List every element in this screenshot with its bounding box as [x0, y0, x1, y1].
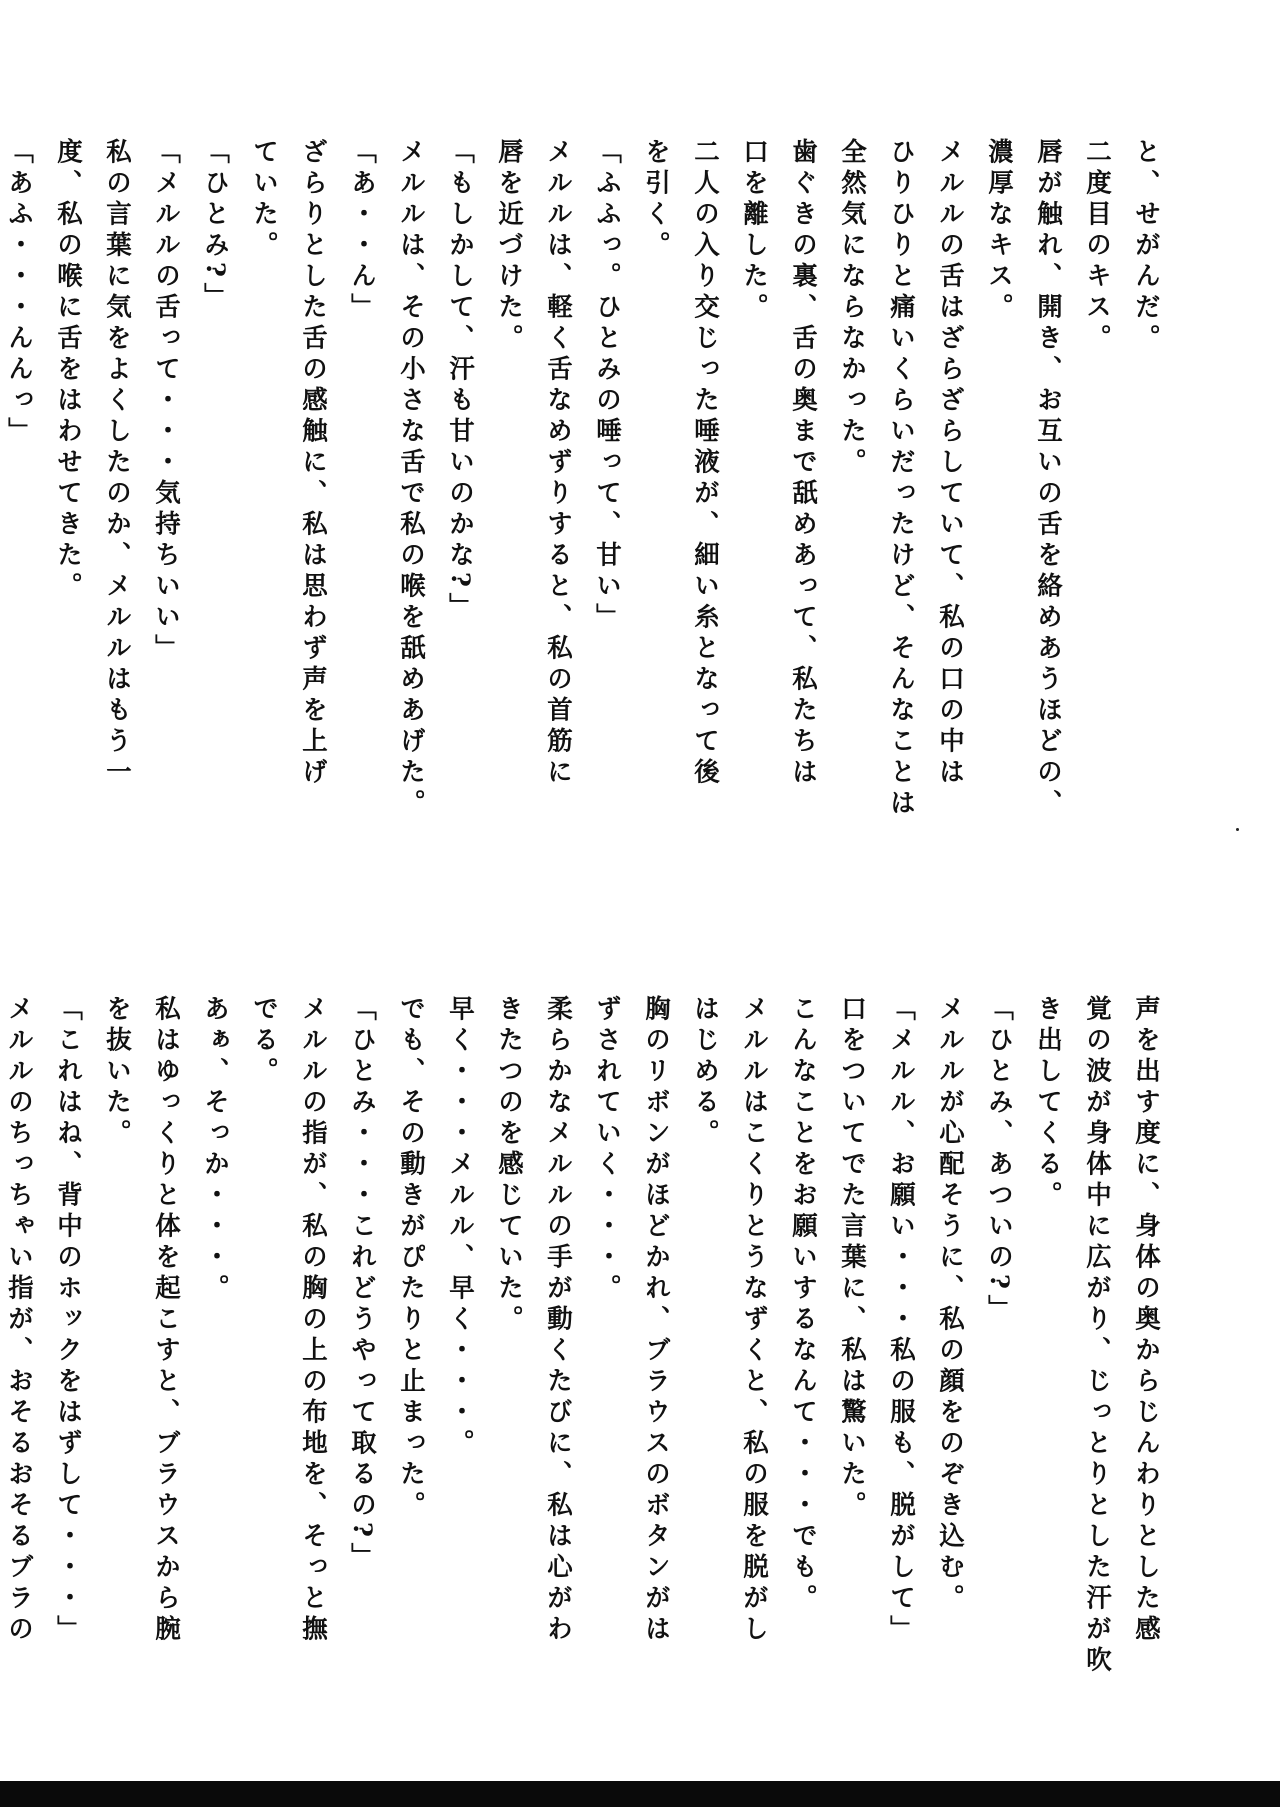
top-text-line: ざらりとした舌の感触に、私は思わず声を上げ: [298, 138, 328, 789]
top-text-line: 全然気にならなかった。: [837, 138, 867, 479]
top-text-line: 「ふふっ。ひとみの唾って、甘い」: [592, 138, 622, 634]
top-text-line: 私の言葉に気をよくしたのか、メルルはもう一: [102, 138, 132, 789]
bottom-text-line: 覚の波が身体中に広がり、じっとりとした汗が吹: [1082, 995, 1112, 1677]
bottom-text-line: 「メルル、お願い・・・私の服も、脱がして」: [886, 995, 916, 1646]
bottom-text-line: でも、その動きがぴたりと止まった。: [396, 995, 426, 1522]
text-block-top: [4, 138, 1170, 858]
top-text-line: ひりひりと痛いくらいだったけど、そんなことは: [886, 138, 916, 820]
top-text-line: メルルの舌はざらざらしていて、私の口の中は: [935, 138, 965, 789]
top-text-line: 唇を近づけた。: [494, 138, 524, 355]
top-text-line: 「メルルの舌って・・・気持ちいい」: [151, 138, 181, 665]
bottom-text-line: でる。: [249, 995, 279, 1088]
top-text-line: ていた。: [249, 138, 279, 262]
top-text-line: 度、私の喉に舌をはわせてきた。: [53, 138, 83, 603]
bottom-text-line: 私はゆっくりと体を起こすと、ブラウスから腕: [151, 995, 181, 1646]
bottom-text-line: こんなことをお願いするなんて・・・でも。: [788, 995, 818, 1615]
top-text-line: 濃厚なキス。: [984, 138, 1014, 324]
bottom-text-line: 「ひとみ・・・これどうやって取るの?」: [347, 995, 377, 1574]
top-text-line: 口を離した。: [739, 138, 769, 324]
scan-edge-bar: [0, 1781, 1280, 1807]
bottom-text-line: 胸のリボンがほどかれ、ブラウスのボタンがは: [641, 995, 671, 1646]
bottom-text-line: あぁ、そっか・・・。: [200, 995, 230, 1305]
scan-speck: [1236, 828, 1239, 831]
bottom-text-line: メルルの指が、私の胸の上の布地を、そっと撫: [298, 995, 328, 1646]
text-block-bottom: [4, 995, 1170, 1695]
top-text-line: 「ひとみ?」: [200, 138, 230, 314]
top-text-line: 「あふ・・・んんっ」: [4, 138, 34, 448]
bottom-text-line: メルルが心配そうに、私の顔をのぞき込む。: [935, 995, 965, 1615]
top-text-line: メルルは、軽く舌なめずりすると、私の首筋に: [543, 138, 573, 789]
bottom-text-line: 声を出す度に、身体の奥からじんわりとした感: [1131, 995, 1161, 1646]
bottom-text-line: き出してくる。: [1033, 995, 1063, 1212]
top-text-line: と、せがんだ。: [1131, 138, 1161, 355]
bottom-text-line: ずされていく・・・。: [592, 995, 622, 1305]
bottom-text-line: メルルはこくりとうなずくと、私の服を脱がし: [739, 995, 769, 1646]
bottom-text-line: 柔らかなメルルの手が動くたびに、私は心がわ: [543, 995, 573, 1646]
top-text-line: を引く。: [641, 138, 671, 262]
top-text-line: 「あ・・ん」: [347, 138, 377, 324]
bottom-text-line: メルルのちっちゃい指が、おそるおそるブラの: [4, 995, 34, 1646]
top-text-line: メルルは、その小さな舌で私の喉を舐めあげた。: [396, 138, 426, 820]
bottom-text-line: 口をついてでた言葉に、私は驚いた。: [837, 995, 867, 1522]
bottom-text-line: を抜いた。: [102, 995, 132, 1150]
top-text-line: 「もしかして、汗も甘いのかな?」: [445, 138, 475, 624]
top-text-line: 二人の入り交じった唾液が、細い糸となって後: [690, 138, 720, 789]
bottom-text-line: はじめる。: [690, 995, 720, 1150]
top-text-line: 唇が触れ、開き、お互いの舌を絡めあうほどの、: [1033, 138, 1063, 820]
bottom-text-line: 早く・・・メルル、早く・・・。: [445, 995, 475, 1460]
top-text-line: 二度目のキス。: [1082, 138, 1112, 355]
bottom-text-line: 「ひとみ、あついの?」: [984, 995, 1014, 1326]
bottom-text-line: 「これはね、背中のホックをはずして・・・」: [53, 995, 83, 1646]
bottom-text-line: きたつのを感じていた。: [494, 995, 524, 1336]
top-text-line: 歯ぐきの裏、舌の奥まで舐めあって、私たちは: [788, 138, 818, 789]
